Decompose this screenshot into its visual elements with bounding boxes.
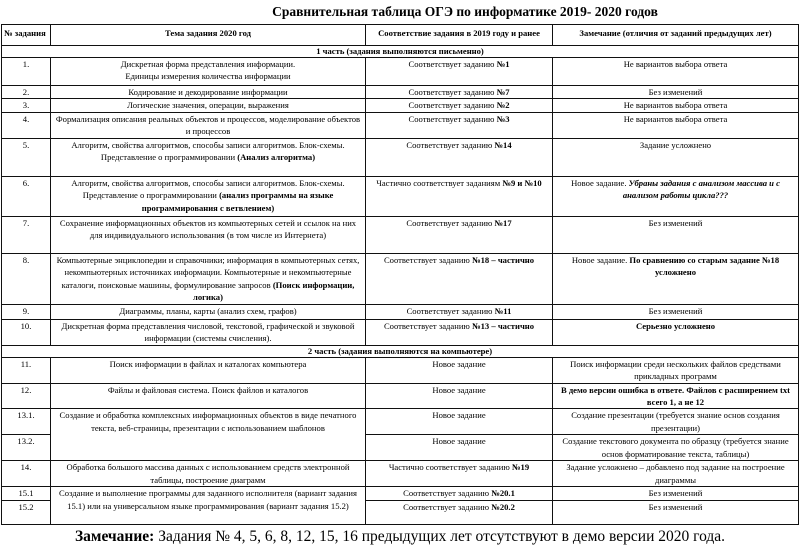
task-topic: Файлы и файловая система. Поиск файлов и каталогов [51, 383, 366, 409]
task-remark: Поиск информации среди нескольких файлов средствами прикладных программ [553, 357, 799, 383]
task-number: 11. [2, 357, 51, 383]
task-remark: Без изменений [553, 500, 799, 524]
task-remark: Не вариантов выбора ответа [553, 58, 799, 86]
task-number: 14. [2, 461, 51, 487]
section-label: 1 часть (задания выполняются письменно) [2, 46, 799, 58]
task-topic: Алгоритм, свойства алгоритмов, способы записи алгоритмов. Блок-схемы. Представление о программировании (Анализ алгоритма) [51, 138, 366, 176]
task-number: 1. [2, 58, 51, 86]
task-match: Соответствует заданию №20.2 [366, 500, 553, 524]
table-row [2, 253, 799, 304]
section-row-part-2 [2, 345, 799, 357]
footer-note [0, 528, 800, 546]
footer-note-label: Замечание: [74, 528, 155, 545]
task-match: Соответствует заданию №3 [366, 112, 553, 138]
task-number: 12. [2, 383, 51, 409]
task-topic: Компьютерные энциклопедии и справочники; информация в компьютерных сетях, некомпьютерных источниках информации. Компьютерные и некомпьютерные каталоги, поисковые машины, формулирование запросов (Поиск информации, логика) [51, 253, 366, 304]
task-topic: Формализация описания реальных объектов и процессов, моделирование объектов и процессов [51, 112, 366, 138]
task-topic: Обработка большого массива данных с использованием средств электронной таблицы, построение диаграмм [51, 461, 366, 487]
task-remark: Создание текстового документа по образцу (требуется знание основ форматирование текста, таблицы) [553, 435, 799, 461]
task-match: Соответствует заданию №1 [366, 58, 553, 86]
task-topic: Кодирование и декодирование информации [51, 86, 366, 99]
task-match: Соответствует заданию №17 [366, 216, 553, 253]
table-row [2, 58, 799, 86]
task-remark: Без изменений [553, 86, 799, 99]
task-number: 6. [2, 176, 51, 216]
task-remark: Без изменений [553, 304, 799, 319]
task-match: Частично соответствует заданию №19 [366, 461, 553, 487]
task-topic: Создание и выполнение программы для заданного исполнителя (вариант задания 15.1) или на универсальном языке программирования (вариант задания 15.2) [51, 487, 366, 524]
header-topic: Тема задания 2020 год [51, 25, 366, 46]
task-match: Соответствует заданию №18 – частично [366, 253, 553, 304]
task-number: 13.1. [2, 409, 51, 435]
table-row [2, 319, 799, 345]
table-row [2, 357, 799, 383]
task-match: Соответствует заданию №13 – частично [366, 319, 553, 345]
task-remark: Создание презентации (требуется знание основ создания презентации) [553, 409, 799, 435]
task-remark: Не вариантов выбора ответа [553, 99, 799, 112]
task-match: Соответствует заданию №7 [366, 86, 553, 99]
task-number: 5. [2, 138, 51, 176]
table-row [2, 176, 799, 216]
task-topic: Логические значения, операции, выражения [51, 99, 366, 112]
footer-note-text: Задания № 4, 5, 6, 8, 12, 15, 16 предыдущих лет отсутствуют в демо версии 2020 года. [154, 528, 726, 545]
table-row [2, 216, 799, 253]
table-row [2, 112, 799, 138]
header-match-2019: Соответствие задания в 2019 году и ранее [366, 25, 553, 46]
task-topic: Дискретная форма представления числовой, текстовой, графической и звуковой информации (системы счисления). [51, 319, 366, 345]
task-remark: Без изменений [553, 216, 799, 253]
table-row [2, 304, 799, 319]
section-label: 2 часть (задания выполняются на компьютере) [2, 345, 799, 357]
task-topic: Создание и обработка комплексных информационных объектов в виде печатного текста, веб-страницы, презентации с использованием шаблонов [51, 409, 366, 461]
task-match: Соответствует заданию №11 [366, 304, 553, 319]
task-remark: Новое задание. По сравнению со старым задание №18 усложнено [553, 253, 799, 304]
task-remark: Без изменений [553, 487, 799, 500]
task-topic: Поиск информации в файлах и каталогах компьютера [51, 357, 366, 383]
task-remark: Задание усложнено – добавлено под задание на построение диаграммы [553, 461, 799, 487]
table-row [2, 383, 799, 409]
task-remark: Не вариантов выбора ответа [553, 112, 799, 138]
task-topic: Сохранение информационных объектов из компьютерных сетей и ссылок на них для индивидуального использования (в том числе из Интернета) [51, 216, 366, 253]
table-row [2, 487, 799, 500]
task-match: Новое задание [366, 409, 553, 435]
task-match: Новое задание [366, 357, 553, 383]
task-remark: Задание усложнено [553, 138, 799, 176]
task-number: 2. [2, 86, 51, 99]
table-row [2, 138, 799, 176]
table-row [2, 461, 799, 487]
section-row-part-1 [2, 46, 799, 58]
task-topic: Дискретная форма представления информации. Единицы измерения количества информации [51, 58, 366, 86]
header-task-number: № задания [2, 25, 51, 46]
task-number: 4. [2, 112, 51, 138]
header-remark: Замечание (отличия от заданий предыдущих лет) [553, 25, 799, 46]
task-number: 15.2 [2, 500, 51, 524]
table-row [2, 86, 799, 99]
task-number: 8. [2, 253, 51, 304]
task-match: Соответствует заданию №2 [366, 99, 553, 112]
table-header-row [2, 25, 799, 46]
task-number: 15.1 [2, 487, 51, 500]
comparison-table [1, 24, 799, 525]
task-number: 7. [2, 216, 51, 253]
task-number: 3. [2, 99, 51, 112]
task-topic: Диаграммы, планы, карты (анализ схем, графов) [51, 304, 366, 319]
task-match: Частично соответствует заданиям №9 и №10 [366, 176, 553, 216]
task-number: 9. [2, 304, 51, 319]
task-match: Соответствует заданию №20.1 [366, 487, 553, 500]
task-match: Новое задание [366, 435, 553, 461]
task-match: Новое задание [366, 383, 553, 409]
task-remark: В демо версии ошибка в ответе. Файлов с расширением txt всего 1, а не 12 [553, 383, 799, 409]
table-row [2, 409, 799, 435]
table-row [2, 99, 799, 112]
task-remark: Новое задание. Убраны задания с анализом массива и с анализом работы цикла??? [553, 176, 799, 216]
task-match: Соответствует заданию №14 [366, 138, 553, 176]
page-title: Сравнительная таблица ОГЭ по информатике 2019- 2020 годов [272, 4, 658, 19]
task-number: 13.2. [2, 435, 51, 461]
task-topic: Алгоритм, свойства алгоритмов, способы записи алгоритмов. Блок-схемы. Представление о программировании (анализ программы на языке программирования с ветвлением) [51, 176, 366, 216]
task-number: 10. [2, 319, 51, 345]
task-remark: Серьезно усложнено [553, 319, 799, 345]
